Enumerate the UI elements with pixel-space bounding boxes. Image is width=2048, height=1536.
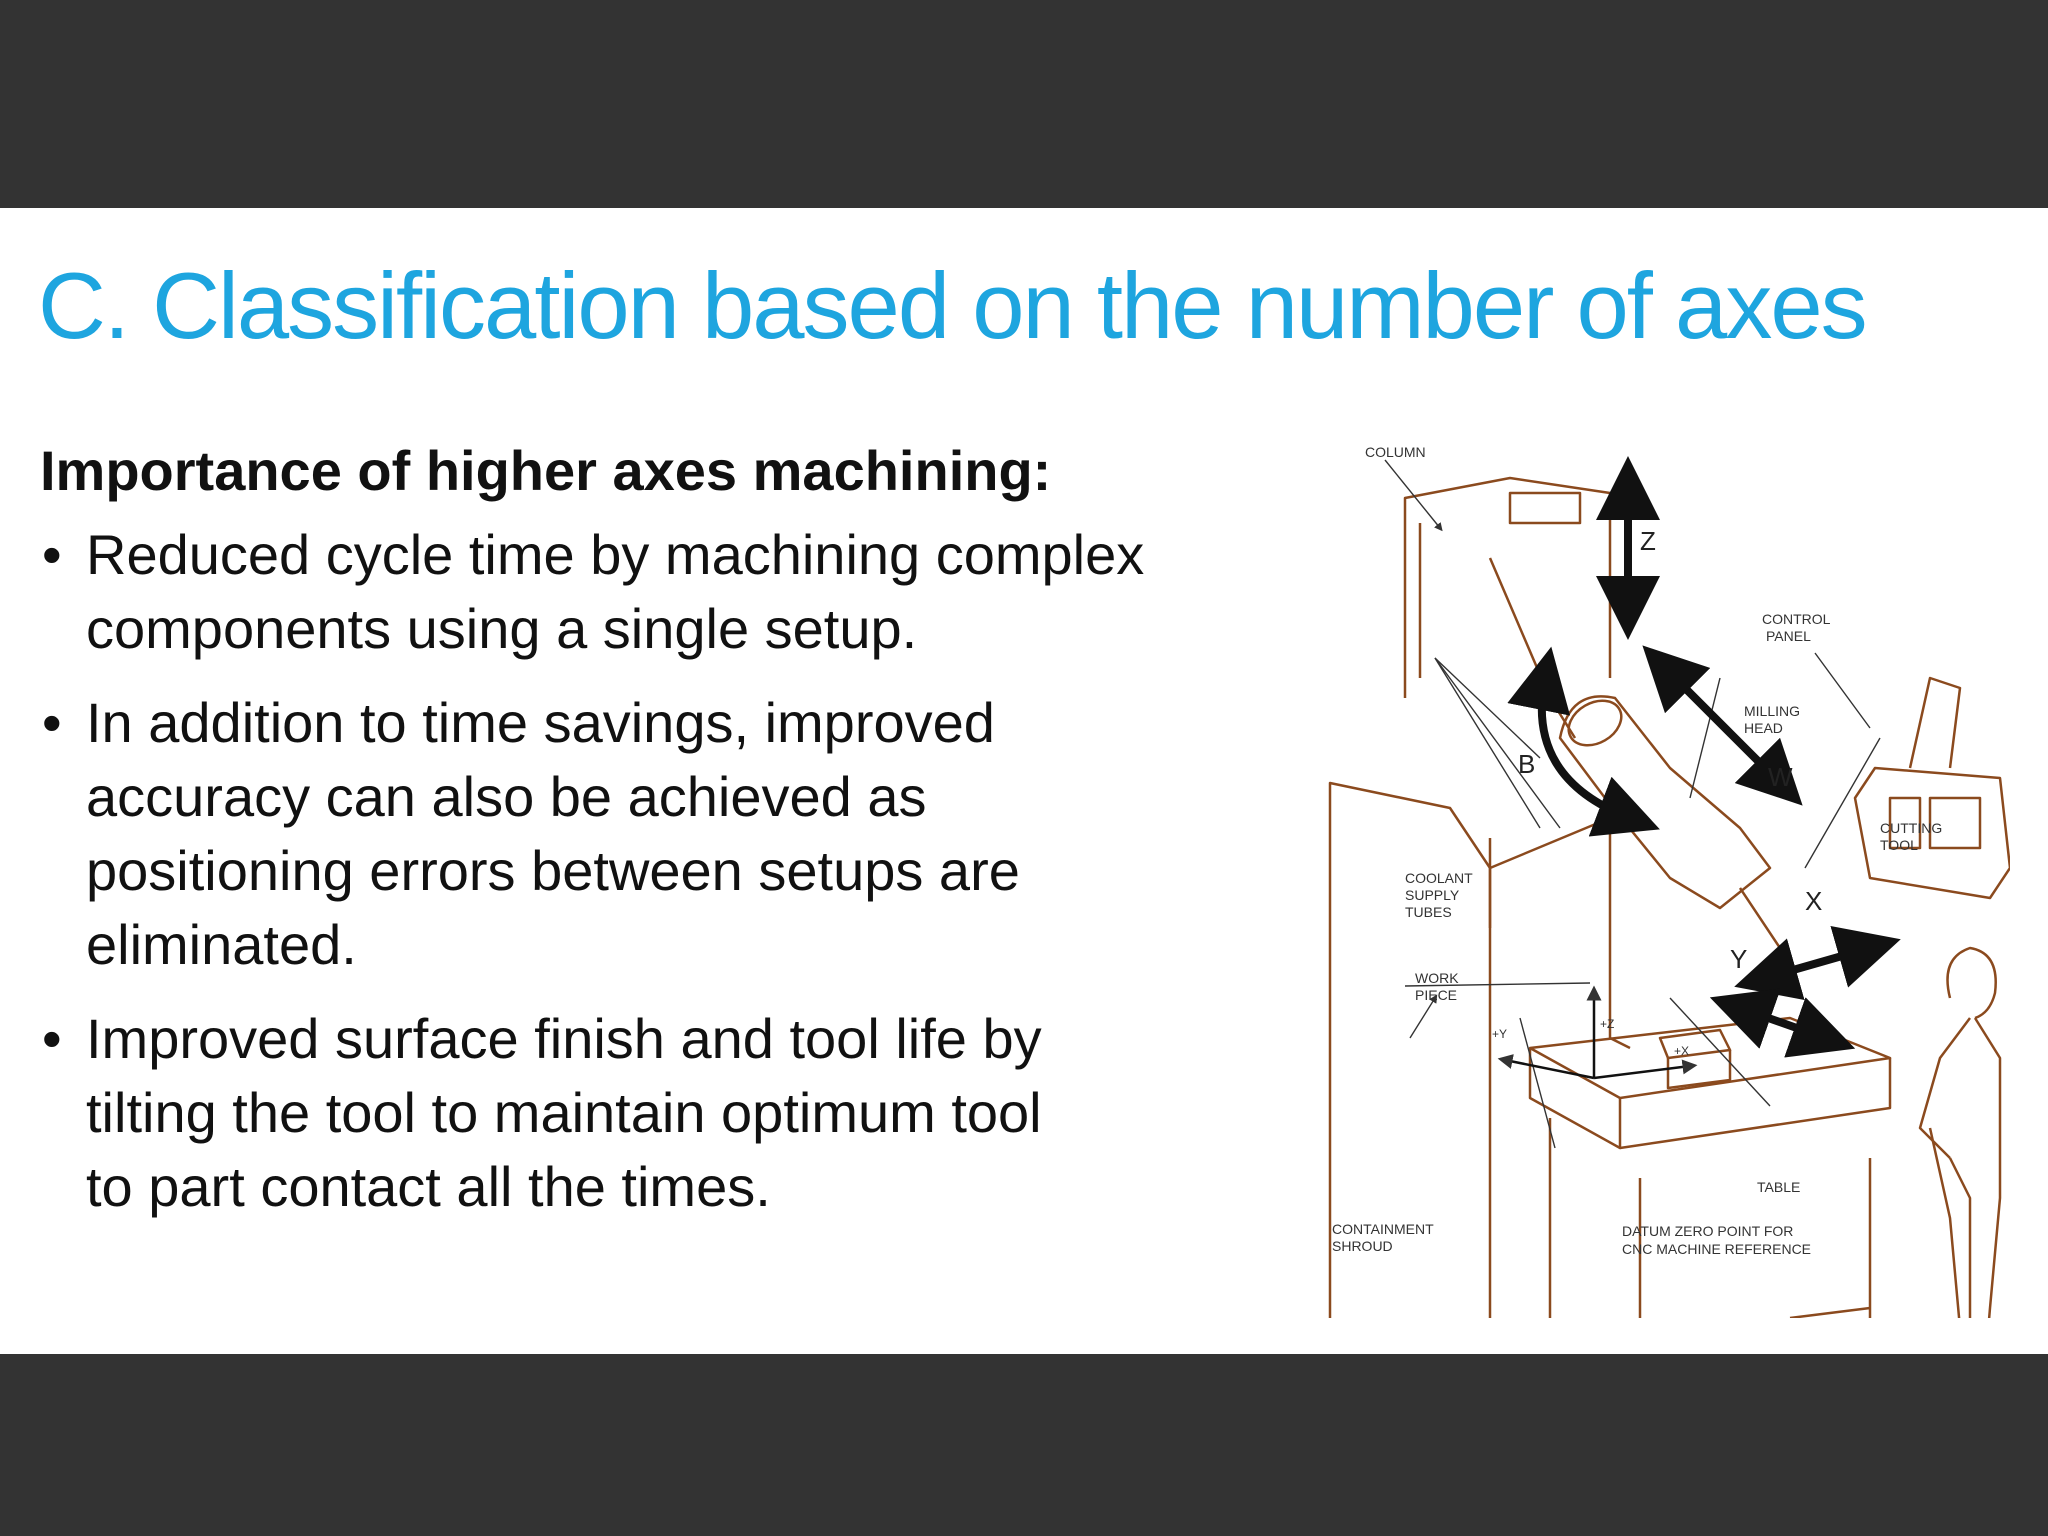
axis-label: W [1768,762,1793,792]
bullet-text: Improved surface finish and tool life by tilting the tool to maintain optimum tool to part contact all the times. [86,1007,1042,1218]
diagram-label: SHROUD [1332,1238,1393,1254]
diagram-label: SUPPLY [1405,887,1460,903]
bullet-icon: • [42,523,62,586]
axis-label: +X [1674,1044,1690,1058]
diagram-label: CNC MACHINE REFERENCE [1622,1241,1812,1257]
cnc-machine-drawing [1310,438,2010,1318]
axis-label: B [1518,749,1536,779]
bottom-letterbox-bar [0,1354,2048,1536]
bullet-icon: • [42,1007,62,1070]
reference-axes [1505,993,1690,1078]
axis-label: X [1805,886,1823,916]
axis-label: +Y [1492,1027,1508,1041]
axis-label: +Z [1600,1017,1615,1031]
diagram-label: COOLANT [1405,870,1473,886]
diagram-label: CONTAINMENT [1332,1221,1434,1237]
diagram-label: TOOL [1880,837,1918,853]
slide-title: C. Classification based on the number of axes [38,253,1866,358]
diagram-label: DATUM ZERO POINT FOR [1622,1223,1794,1239]
slide [0,208,2048,1354]
diagram-label: PIECE [1415,987,1458,1003]
axis-arrows [1542,488,1870,1038]
leader-lines [1385,460,1880,1148]
diagram-label: CUTTING [1880,820,1943,836]
axis-label: Z [1640,526,1656,556]
cnc-machine-illustration [1310,438,2010,1318]
diagram-label: COLUMN [1365,444,1426,460]
diagram-label: PANEL [1766,628,1811,644]
bullet-list [40,518,1280,1244]
bullet-text: In addition to time savings, improved accuracy can also be achieved as positioning errors between setups are eliminated. [86,691,1020,976]
diagram-label: TUBES [1405,904,1452,920]
section-heading: Importance of higher axes machining: [40,439,1052,502]
bullet-icon: • [42,691,62,754]
axis-label: Y [1730,944,1748,974]
diagram-label: MILLING [1744,703,1801,719]
diagram-label: WORK [1415,970,1459,986]
list-item [40,686,1280,982]
list-item [40,1002,1280,1224]
diagram-label: HEAD [1744,720,1783,736]
diagram-label: TABLE [1757,1179,1801,1195]
top-letterbox-bar [0,0,2048,208]
diagram-label: CONTROL [1762,611,1831,627]
list-item [40,518,1280,666]
bullet-text: Reduced cycle time by machining complex components using a single setup. [86,523,1145,660]
